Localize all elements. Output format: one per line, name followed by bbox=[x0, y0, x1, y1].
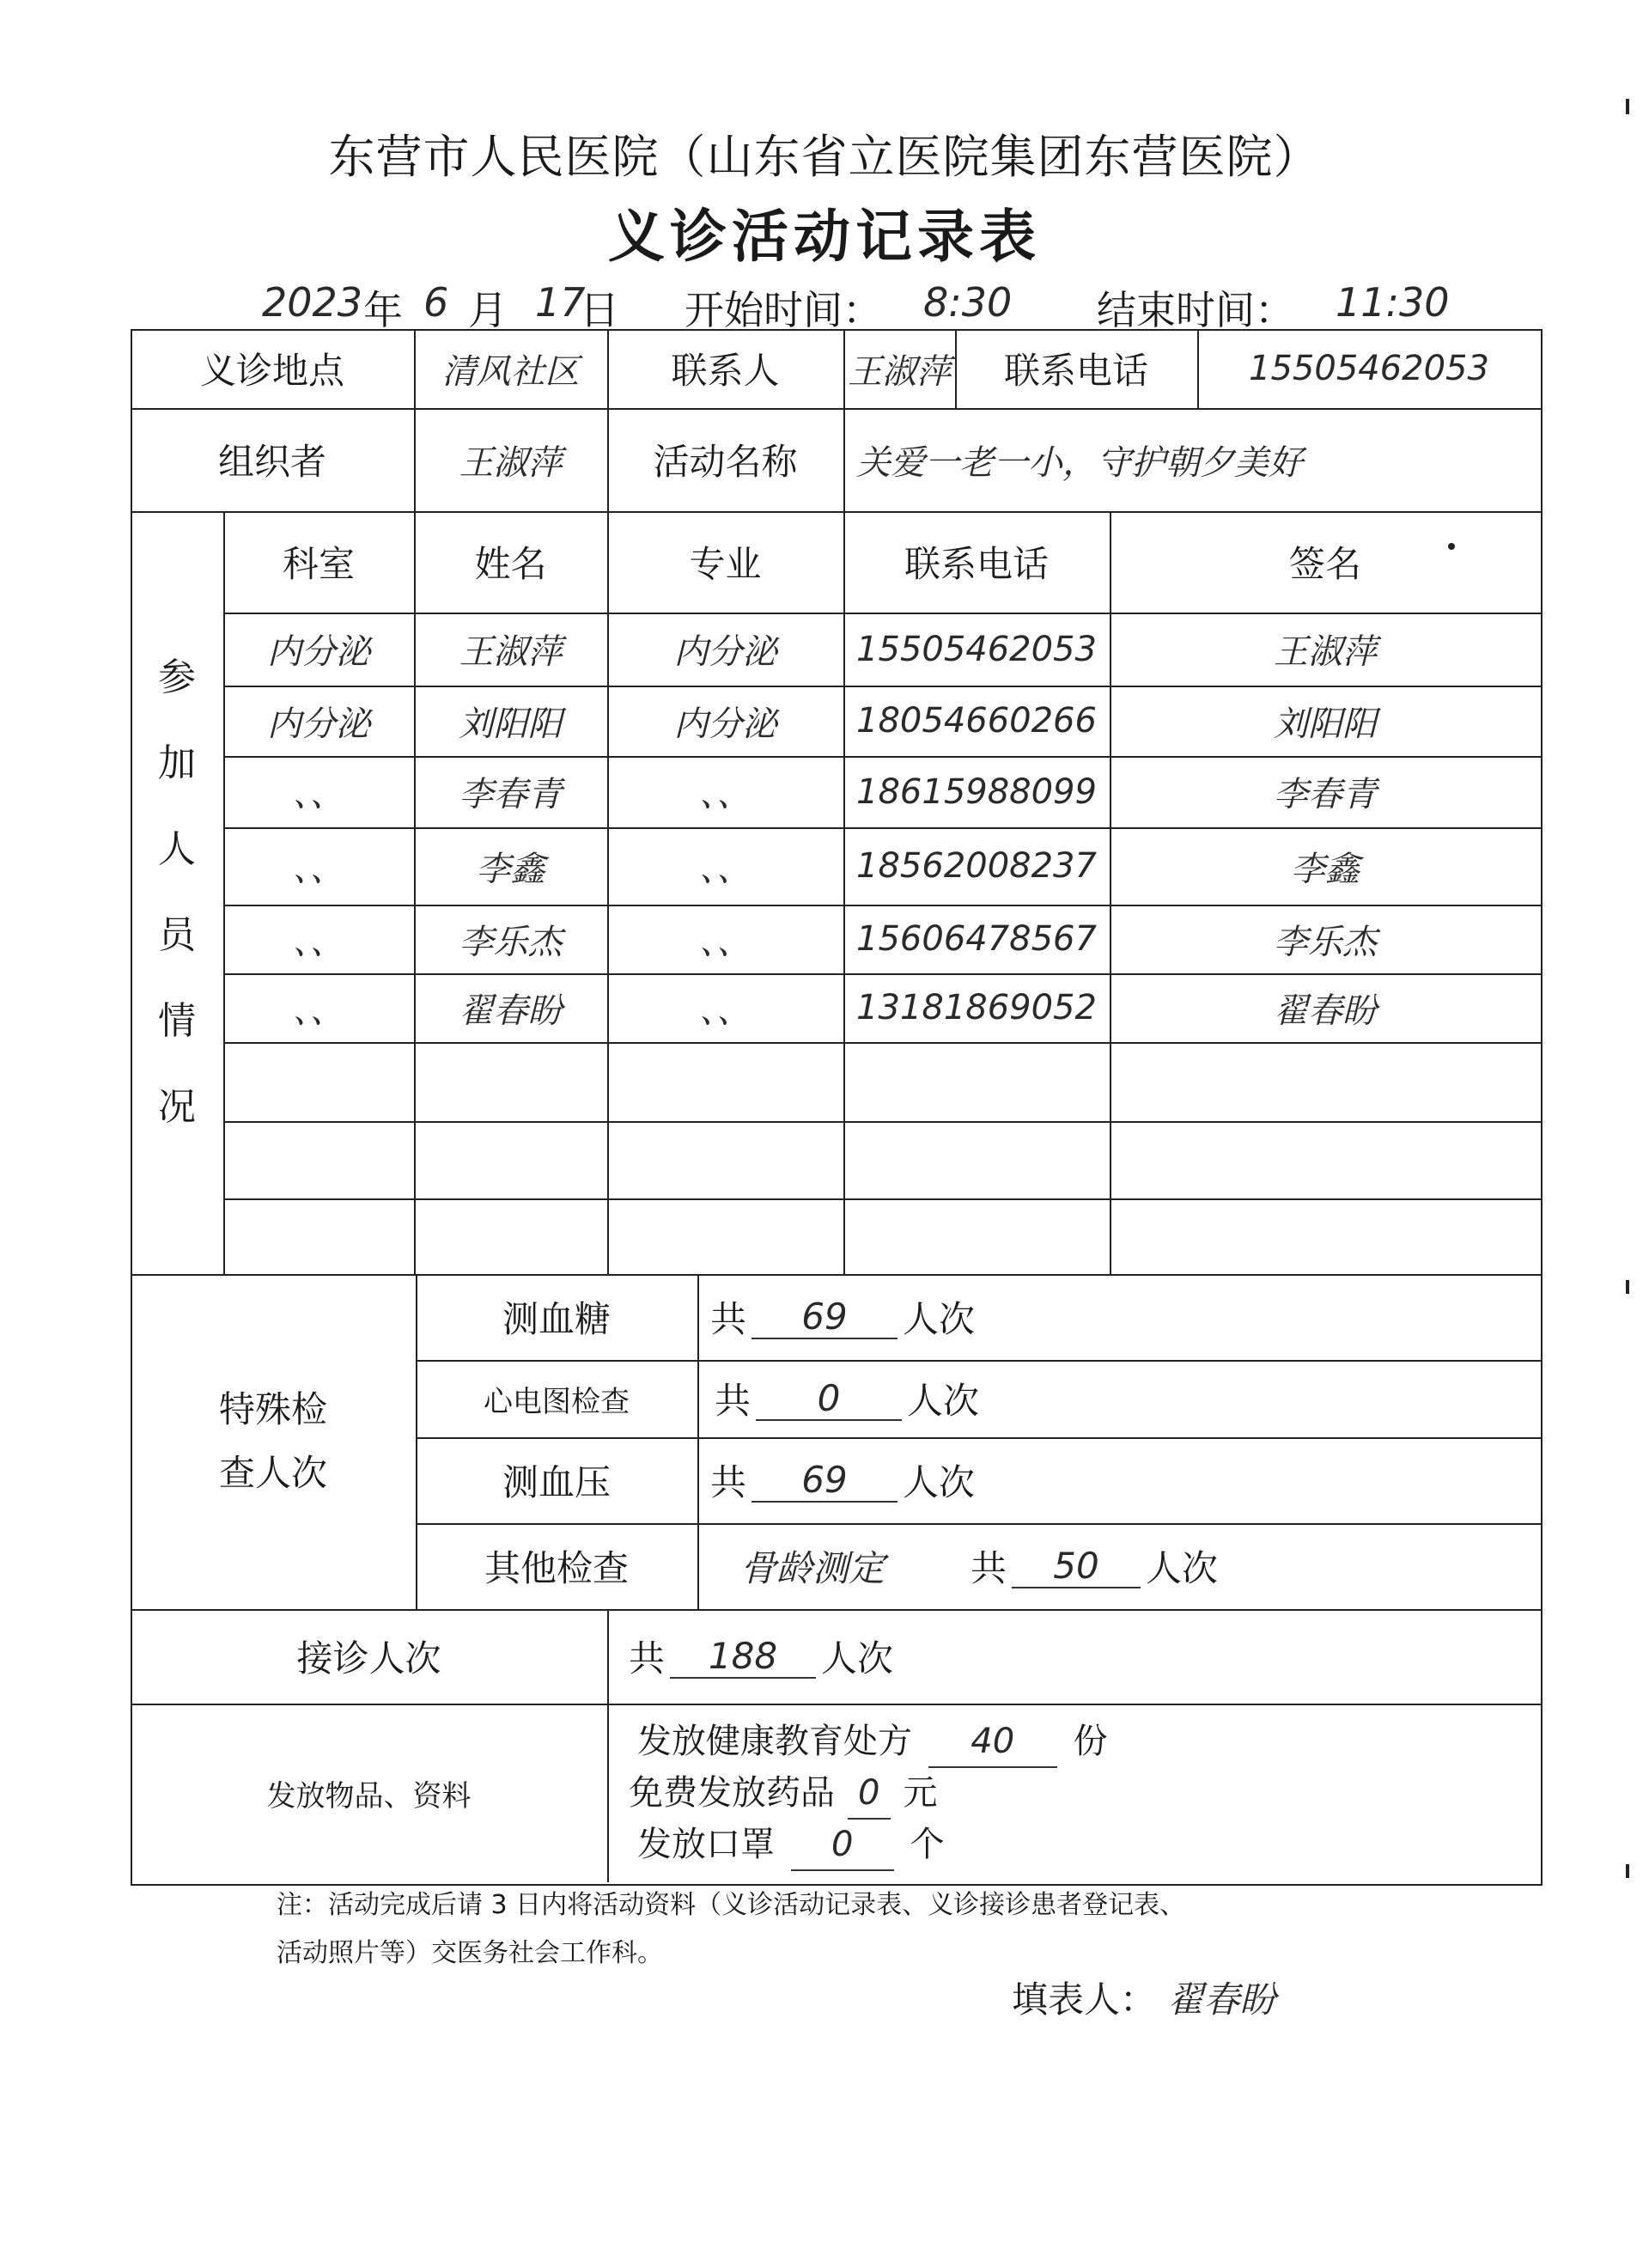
section-char: 加 bbox=[158, 741, 196, 785]
date-year-unit: 年 bbox=[363, 287, 403, 333]
blood-pressure-count bbox=[710, 1437, 1483, 1523]
date-month-unit: 月 bbox=[468, 287, 508, 333]
footer-note bbox=[277, 1881, 1410, 1978]
special-checks-label bbox=[131, 1274, 416, 1609]
blood-pressure-label: 测血压 bbox=[502, 1461, 611, 1503]
phone-value: 15505462053 bbox=[1249, 349, 1489, 388]
participant-name: 王淑萍 bbox=[459, 632, 563, 672]
materials-details bbox=[629, 1716, 1522, 1871]
scan-mark bbox=[1626, 99, 1629, 114]
contact-label: 联系人 bbox=[671, 350, 780, 392]
header-sign: 签名 bbox=[1288, 543, 1361, 585]
participant-major: 、、 bbox=[699, 991, 751, 1031]
filler-label: 填表人： bbox=[1012, 1978, 1157, 2021]
section-char: 员 bbox=[158, 913, 196, 957]
blood-sugar-value: 69 bbox=[751, 1296, 898, 1339]
start-time-label: 开始时间： bbox=[685, 287, 882, 333]
participants-section-label-col bbox=[131, 511, 223, 1274]
participant-phone: 15606478567 bbox=[856, 919, 1097, 959]
special-label-line2: 查人次 bbox=[218, 1452, 327, 1494]
participant-phone: 18054660266 bbox=[856, 701, 1097, 741]
organizer-label: 组织者 bbox=[217, 441, 326, 483]
end-time-label: 结束时间： bbox=[1097, 287, 1294, 333]
participant-signature: 翟春盼 bbox=[1274, 991, 1377, 1031]
participant-dept: 、、 bbox=[293, 991, 344, 1031]
mask-value: 0 bbox=[791, 1820, 894, 1871]
participant-signature: 李乐杰 bbox=[1274, 922, 1377, 962]
record-form-table bbox=[131, 329, 1541, 1884]
participant-major: 、、 bbox=[699, 922, 751, 962]
ecg-label: 心电图检查 bbox=[484, 1384, 630, 1419]
header-major: 专业 bbox=[689, 543, 762, 585]
participant-dept: 、、 bbox=[293, 849, 344, 889]
participant-signature: 李鑫 bbox=[1291, 849, 1360, 889]
drug-line bbox=[629, 1768, 1522, 1820]
participant-major: 内分泌 bbox=[673, 704, 777, 744]
edu-line bbox=[629, 1716, 1522, 1768]
row-divider bbox=[223, 1121, 1541, 1123]
date-time-line bbox=[262, 279, 1507, 331]
scan-mark bbox=[1448, 543, 1455, 550]
count-suffix: 人次 bbox=[903, 1461, 976, 1503]
header-phone: 联系电话 bbox=[904, 543, 1049, 585]
count-suffix: 人次 bbox=[1146, 1547, 1219, 1589]
col-divider bbox=[607, 1609, 609, 1882]
phone-label: 联系电话 bbox=[1003, 350, 1148, 392]
participant-phone: 18615988099 bbox=[856, 771, 1097, 812]
participant-dept: 内分泌 bbox=[267, 632, 370, 672]
ecg-value: 0 bbox=[756, 1377, 902, 1421]
filler-signature: 翟春盼 bbox=[1167, 1978, 1276, 2021]
location-value: 清风社区 bbox=[441, 351, 580, 392]
edu-unit: 份 bbox=[1073, 1722, 1108, 1761]
count-prefix: 共 bbox=[710, 1298, 747, 1340]
blood-sugar-label: 测血糖 bbox=[502, 1298, 611, 1340]
count-prefix: 共 bbox=[971, 1547, 1007, 1589]
mask-label: 发放口罩 bbox=[637, 1825, 775, 1864]
drug-unit: 元 bbox=[903, 1773, 938, 1813]
reception-value: 188 bbox=[670, 1635, 816, 1679]
section-char: 参 bbox=[158, 655, 196, 699]
drug-value: 0 bbox=[848, 1768, 891, 1820]
scan-mark bbox=[1626, 1864, 1629, 1878]
date-month: 6 bbox=[423, 279, 449, 326]
participant-dept: 、、 bbox=[293, 922, 344, 962]
participant-phone: 18562008237 bbox=[856, 846, 1097, 886]
participant-name: 李乐杰 bbox=[459, 922, 563, 962]
form-filler bbox=[1012, 1972, 1275, 2023]
col-divider bbox=[697, 1274, 699, 1609]
count-prefix: 共 bbox=[629, 1637, 666, 1680]
start-time-value: 8:30 bbox=[923, 279, 1013, 326]
participant-phone: 13181869052 bbox=[856, 988, 1097, 1027]
edu-label: 发放健康教育处方 bbox=[637, 1722, 912, 1761]
count-suffix: 人次 bbox=[907, 1380, 980, 1422]
header-name: 姓名 bbox=[474, 543, 547, 585]
reception-label: 接诊人次 bbox=[296, 1637, 441, 1680]
other-check-label: 其他检查 bbox=[484, 1547, 629, 1589]
date-day: 17 bbox=[535, 279, 586, 326]
participant-name: 翟春盼 bbox=[459, 991, 563, 1031]
reception-count bbox=[629, 1609, 1402, 1704]
participant-major: 内分泌 bbox=[673, 632, 777, 672]
section-char: 情 bbox=[158, 999, 196, 1043]
row-divider bbox=[223, 1042, 1541, 1044]
materials-label: 发放物品、资料 bbox=[266, 1778, 472, 1814]
form-title: 义诊活动记录表 bbox=[608, 203, 1041, 270]
special-label-line1: 特殊检 bbox=[218, 1388, 327, 1430]
row-divider bbox=[223, 1198, 1541, 1200]
section-char: 人 bbox=[158, 827, 196, 871]
participant-dept: 、、 bbox=[293, 775, 344, 814]
participant-name: 李鑫 bbox=[476, 849, 545, 889]
contact-value: 王淑萍 bbox=[848, 351, 951, 392]
end-time-value: 11:30 bbox=[1336, 279, 1450, 326]
count-suffix: 人次 bbox=[903, 1298, 976, 1340]
ecg-count bbox=[715, 1360, 1488, 1437]
mask-line bbox=[629, 1820, 1522, 1871]
activity-label: 活动名称 bbox=[653, 441, 798, 483]
participant-phone: 15505462053 bbox=[856, 629, 1097, 669]
location-label: 义诊地点 bbox=[199, 350, 344, 392]
scan-mark bbox=[1626, 1280, 1629, 1294]
header-dept: 科室 bbox=[282, 543, 355, 585]
participant-signature: 李春青 bbox=[1274, 775, 1377, 814]
participant-name: 刘阳阳 bbox=[459, 704, 563, 744]
other-check-count bbox=[740, 1523, 1530, 1609]
hospital-name: 东营市人民医院（山东省立医院集团东营医院） bbox=[328, 130, 1321, 184]
participant-dept: 内分泌 bbox=[267, 704, 370, 744]
note-line2: 活动照片等）交医务社会工作科。 bbox=[277, 1938, 663, 1968]
section-char: 况 bbox=[158, 1085, 196, 1129]
count-suffix: 人次 bbox=[821, 1637, 894, 1680]
mask-unit: 个 bbox=[910, 1825, 945, 1864]
count-prefix: 共 bbox=[715, 1380, 751, 1422]
participant-signature: 刘阳阳 bbox=[1274, 704, 1377, 744]
participant-major: 、、 bbox=[699, 849, 751, 889]
other-check-note: 骨龄测定 bbox=[740, 1547, 885, 1589]
count-prefix: 共 bbox=[710, 1461, 747, 1503]
col-divider bbox=[843, 408, 845, 511]
participant-signature: 王淑萍 bbox=[1274, 632, 1377, 672]
organizer-value: 王淑萍 bbox=[459, 442, 563, 483]
date-day-unit: 日 bbox=[580, 287, 619, 333]
drug-label: 免费发放药品 bbox=[629, 1773, 835, 1813]
note-line1: 注：活动完成后请 3 日内将活动资料（义诊活动记录表、义诊接诊患者登记表、 bbox=[277, 1890, 1186, 1920]
other-check-value: 50 bbox=[1012, 1545, 1141, 1588]
blood-pressure-value: 69 bbox=[751, 1459, 898, 1503]
date-year: 2023 bbox=[262, 279, 363, 326]
blood-sugar-count bbox=[710, 1274, 1483, 1360]
edu-value: 40 bbox=[928, 1716, 1057, 1768]
participant-name: 李春青 bbox=[459, 775, 563, 814]
participant-major: 、、 bbox=[699, 775, 751, 814]
activity-value: 关爱一老一小，守护朝夕美好 bbox=[856, 442, 1303, 483]
